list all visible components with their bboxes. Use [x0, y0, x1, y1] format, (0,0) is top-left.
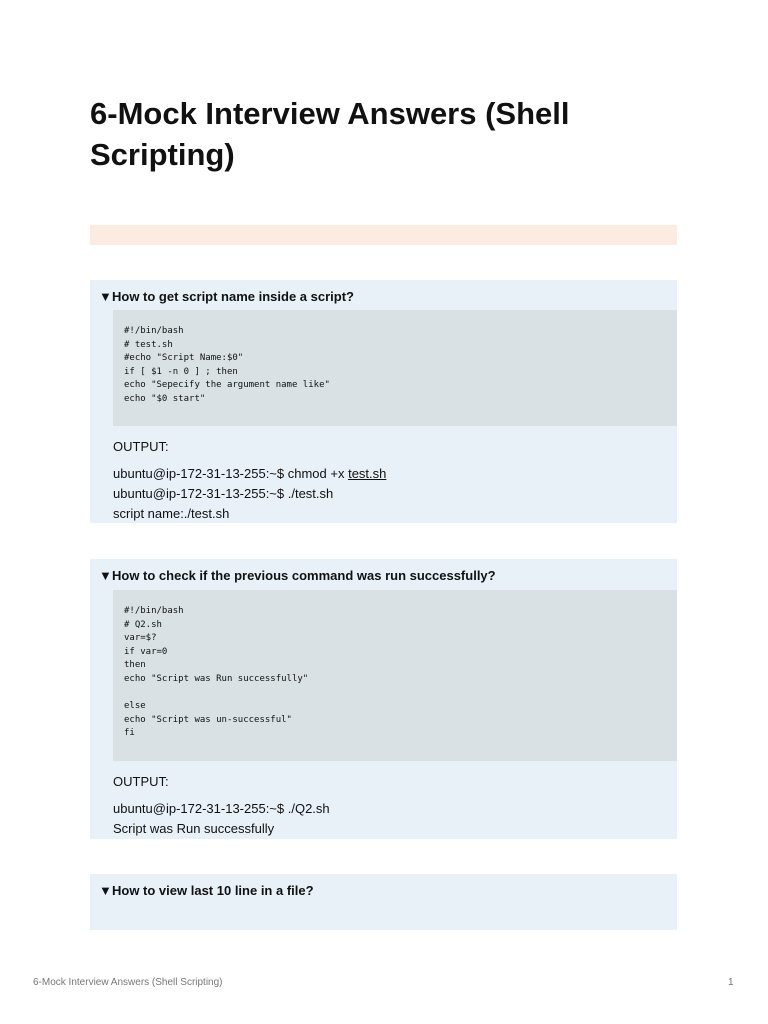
code-line: #echo "Script Name:$0"	[124, 353, 244, 364]
output-label: OUTPUT:	[113, 439, 169, 454]
output-line: ubuntu@ip-172-31-13-255:~$ ./Q2.sh	[113, 801, 330, 816]
code-line: echo "Sepecify the argument name like"	[124, 380, 330, 391]
code-line: then	[124, 660, 146, 671]
toggle-question: How to view last 10 line in a file?	[112, 883, 314, 898]
output-text: ubuntu@ip-172-31-13-255:~$ chmod +x	[113, 466, 349, 481]
code-line	[124, 687, 677, 701]
code-line: #!/bin/bash	[124, 606, 184, 616]
toggle-question: How to get script name inside a script?	[112, 289, 354, 304]
toggle-question: How to check if the previous command was run successfully?	[112, 568, 496, 583]
output-line	[113, 466, 386, 482]
toggle-block-previous-command[interactable]	[90, 559, 677, 839]
toggle-header[interactable]	[99, 568, 496, 584]
output-line: script name:./test.sh	[113, 506, 230, 521]
page-number: 1	[728, 977, 734, 988]
code-line: fi	[124, 728, 135, 739]
output-label: OUTPUT:	[113, 774, 169, 789]
file-link[interactable]: test.sh	[348, 466, 387, 481]
code-line: #!/bin/bash	[124, 326, 184, 336]
footer-title: 6-Mock Interview Answers (Shell Scripting)	[33, 977, 223, 988]
triangle-down-icon[interactable]: ▼	[99, 289, 112, 304]
output-line: Script was Run successfully	[113, 821, 275, 836]
toggle-block-script-name[interactable]	[90, 280, 677, 523]
code-line: else	[124, 701, 146, 712]
output-line: ubuntu@ip-172-31-13-255:~$ ./test.sh	[113, 486, 334, 501]
code-block	[113, 310, 677, 426]
code-line: if var=0	[124, 646, 168, 657]
code-line: # Q2.sh	[124, 619, 162, 630]
toggle-header[interactable]	[99, 883, 314, 899]
code-line: var=$?	[124, 633, 157, 644]
code-line: # test.sh	[124, 339, 173, 350]
toggle-header[interactable]	[99, 289, 354, 305]
code-line: echo "Script was Run successfully"	[124, 673, 309, 684]
code-line: if [ $1 -n 0 ] ; then	[124, 366, 238, 377]
code-line: echo "Script was un-successful"	[124, 714, 292, 725]
toggle-block-last-lines[interactable]	[90, 874, 677, 930]
code-line: echo "$0 start"	[124, 393, 206, 404]
triangle-down-icon[interactable]: ▼	[99, 883, 112, 898]
code-block	[113, 590, 677, 761]
triangle-down-icon[interactable]: ▼	[99, 568, 112, 583]
callout-block	[90, 225, 677, 245]
page-title: 6-Mock Interview Answers (Shell Scripting)	[90, 96, 570, 172]
